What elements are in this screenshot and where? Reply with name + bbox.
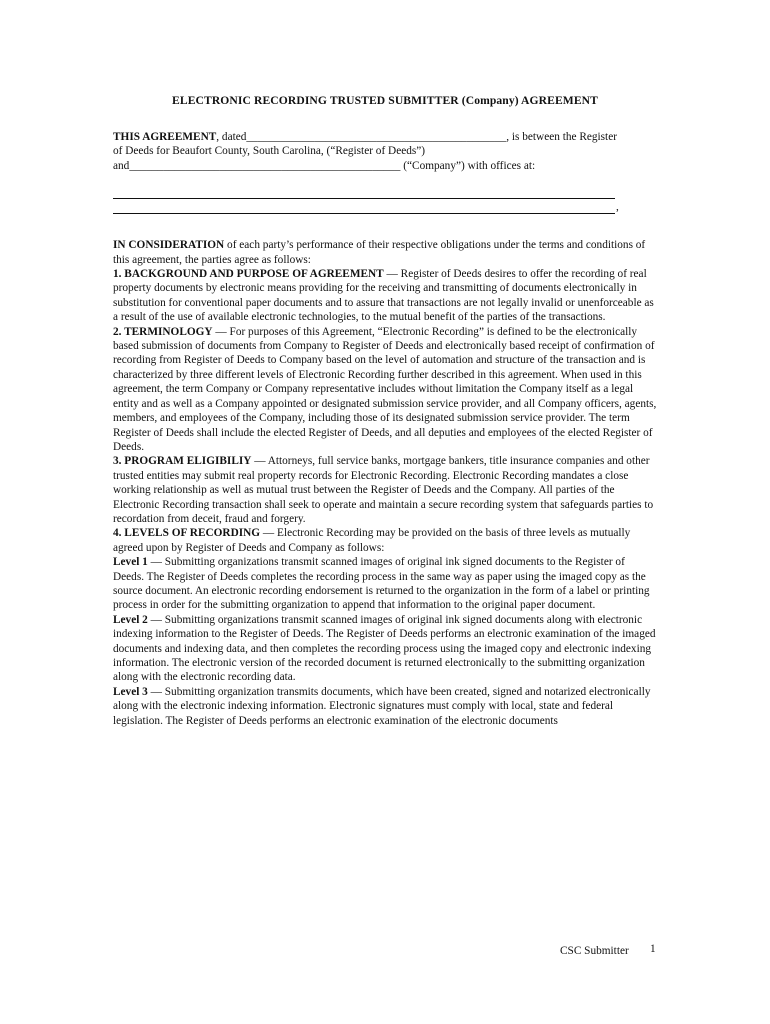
section-text: — Register of Deeds desires to offer the recording of real property documents by electronic means providing for the receiving and transmitting of documents electronically in substitution for conventional paper documents and to assure that transactions are not legally invalid or unenforceable as a result of the use of available electronic technologies, to the mutual benefit of the parties of the transactions.: [113, 268, 654, 324]
company-suffix: (“Company”) with offices at:: [400, 159, 536, 172]
address-blank-2: [113, 200, 615, 214]
section-text: — Submitting organization transmits documents, which have been created, signed and notarized electronically along with the electronic indexing information. Electronic signatures must comply with local, state and federal legislation. The Register of Deeds performs an electronic examination of the electronic documents: [113, 685, 651, 727]
consideration-paragraph: [113, 238, 658, 267]
address-blanks: [113, 185, 658, 214]
consideration-text: of each party’s performance of their respective obligations under the terms and conditions of this agreement, the parties agree as follows:: [113, 239, 646, 266]
section-text: — Attorneys, full service banks, mortgage bankers, title insurance companies and other trusted entities may submit real property records for Electronic Recording. Electronic Recording mandates a close working relationship as well as mutual trust between the Register of Deeds and the Company. All parties of the Electronic Recording transaction shall seek to operate and maintain a secure recording system that safeguards parties to recordation from deceit, fraud and forgery.: [113, 455, 654, 525]
section-eligibility: [113, 454, 658, 526]
section-text: — For purposes of this Agreement, “Electronic Recording” is defined to be the electronically based submission of documents from Company to Register of Deeds and electronically based receipt of confirmation of recording from Register of Deeds to Company based on the level of automation and structure of the transaction and is characterized by three different levels of Electronic Recording further described in this agreement. When used in this agreement, the term Company or Company representative includes without limitation the Company itself as a legal entity and as well as a Company appointed or designated submission service provider, and all Company officers, agents, members, and employees of the Company, including those of its designated submission service provider. The term Register of Deeds shall include the elected Register of Deeds, and all deputies and employees of the elected Register of Deeds.: [113, 325, 657, 453]
section-levels: [113, 526, 658, 555]
company-name-blank: ________________________________________________: [129, 159, 401, 172]
section-terminology: [113, 325, 658, 455]
intro-paragraph: [113, 130, 658, 159]
section-level-1: [113, 555, 658, 613]
section-heading: Level 3: [113, 685, 148, 698]
intro-lead: THIS AGREEMENT: [113, 131, 217, 143]
section-level-3: [113, 685, 658, 728]
footer-label: CSC Submitter: [560, 945, 629, 957]
address-line-1: [113, 185, 658, 199]
intro-between-text: , is between the Register: [506, 131, 617, 143]
intro-line-2: of Deeds for Beaufort County, South Carolina, (“Register of Deeds”): [113, 145, 426, 158]
section-level-2: [113, 613, 658, 685]
address-comma: ,: [616, 201, 619, 214]
section-heading: Level 2: [113, 613, 148, 626]
consideration-lead: IN CONSIDERATION: [113, 239, 225, 252]
address-line-2: [113, 200, 658, 214]
section-text: — Submitting organizations transmit scanned images of original ink signed documents along with electronic indexing information to the Register of Deeds. The Register of Deeds performs an electronic examination of the imaged documents and indexing data, and then completes the recording process using the imaged copy and electronic indexing information. The electronic version of the recorded document is returned electronically to the submitting organization along with the electronic recording data.: [113, 613, 656, 684]
company-line: [113, 159, 658, 173]
section-text: — Submitting organizations transmit scanned images of original ink signed documents to the Register of Deeds. The Register of Deeds completes the recording process in the same way as paper using the imaged copy as the source document. An electronic recording endorsement is returned to the organization in the form of a label or printing process in order for the submitting organization to append that information to the original paper document.: [113, 556, 650, 612]
section-heading: 2. TERMINOLOGY: [113, 325, 213, 338]
section-heading: 1. BACKGROUND AND PURPOSE OF AGREEMENT: [113, 268, 384, 281]
date-blank: ______________________________________________: [246, 131, 507, 143]
document-title: ELECTRONIC RECORDING TRUSTED SUBMITTER (Company) AGREEMENT: [172, 94, 598, 107]
document-body: [113, 130, 658, 728]
page-number: 1: [650, 943, 656, 955]
section-text: — Electronic Recording may be provided on the basis of three levels as mutually agreed upon by Register of Deeds and Company as follows:: [113, 527, 631, 554]
section-heading: 3. PROGRAM ELIGIBILIY: [113, 455, 252, 468]
intro-dated-prefix: , dated: [216, 131, 247, 143]
section-heading: Level 1: [113, 556, 148, 569]
section-heading: 4. LEVELS OF RECORDING: [113, 527, 261, 540]
company-prefix: and: [113, 159, 130, 172]
section-background: [113, 267, 658, 325]
address-blank-1: [113, 185, 615, 199]
